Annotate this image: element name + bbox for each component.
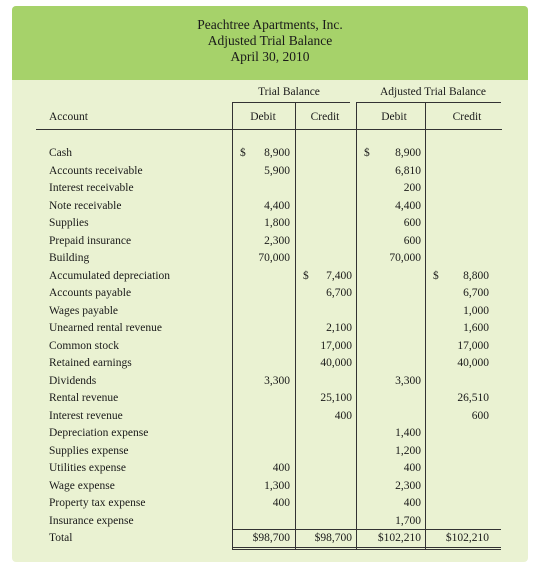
cell-atb-debit [356, 390, 421, 407]
amount: 6,810 [395, 165, 421, 177]
cell-tb-debit [232, 390, 290, 407]
cell-atb-debit [356, 215, 421, 232]
report-header [12, 6, 528, 80]
column-header-account: Account [49, 111, 88, 123]
cell-tb-debit [232, 198, 290, 215]
dollar-sign: $ [240, 147, 246, 159]
amount: 600 [471, 410, 489, 422]
cell-atb-credit [425, 145, 489, 162]
account-name: Cash [49, 147, 72, 159]
amount: 400 [403, 497, 421, 509]
column-header-atb-credit: Credit [452, 111, 482, 123]
cell-atb-debit [356, 268, 421, 285]
cell-tb-credit [295, 180, 352, 197]
cell-atb-debit [356, 320, 421, 337]
amount: 1,600 [463, 322, 489, 334]
cell-atb-debit [356, 460, 421, 477]
cell-atb-debit [356, 303, 421, 320]
amount: 400 [272, 497, 290, 509]
amount: 2,300 [395, 480, 421, 492]
column-header-atb-debit: Debit [381, 111, 407, 123]
cell-atb-credit [425, 233, 489, 250]
column-header-tb-credit: Credit [310, 111, 340, 123]
cell-tb-debit [232, 303, 290, 320]
cell-tb-debit [232, 180, 290, 197]
cell-tb-credit [295, 460, 352, 477]
account-name: Supplies [49, 217, 89, 229]
cell-tb-debit [232, 233, 290, 250]
cell-tb-debit [232, 495, 290, 512]
cell-tb-credit [295, 513, 352, 530]
cell-tb-credit [295, 215, 352, 232]
amount: 1,700 [395, 515, 421, 527]
cell-atb-credit [425, 163, 489, 180]
cell-tb-debit [232, 338, 290, 355]
amount: 2,100 [326, 322, 352, 334]
cell-atb-debit [356, 285, 421, 302]
cell-tb-debit [232, 268, 290, 285]
cell-tb-credit [295, 163, 352, 180]
dollar-sign: $ [364, 147, 370, 159]
amount: 600 [403, 235, 421, 247]
report-date: April 30, 2010 [230, 49, 310, 64]
cell-atb-credit [425, 198, 489, 215]
amount: 400 [272, 462, 290, 474]
total-tb-credit: $98,700 [314, 532, 352, 544]
total-atb-credit: $102,210 [445, 532, 489, 544]
cell-atb-debit [356, 233, 421, 250]
account-name: Rental revenue [49, 392, 119, 404]
total-label: Total [49, 532, 73, 544]
account-name: Prepaid insurance [49, 235, 132, 247]
amount: 40,000 [320, 357, 352, 369]
cell-tb-debit [232, 320, 290, 337]
cell-tb-debit [232, 460, 290, 477]
cell-tb-debit [232, 163, 290, 180]
cell-tb-debit [232, 443, 290, 460]
cell-tb-credit [295, 338, 352, 355]
cell-tb-debit [232, 285, 290, 302]
cell-tb-credit [295, 390, 352, 407]
cell-tb-credit [295, 233, 352, 250]
cell-atb-credit [425, 425, 489, 442]
cell-atb-debit [356, 198, 421, 215]
cell-atb-debit [356, 478, 421, 495]
dollar-sign: $ [303, 270, 309, 282]
amount: 600 [403, 217, 421, 229]
cell-atb-debit [356, 145, 421, 162]
cell-atb-debit [356, 495, 421, 512]
cell-atb-credit [425, 355, 489, 372]
account-name: Interest revenue [49, 410, 123, 422]
cell-atb-credit [425, 460, 489, 477]
cell-atb-credit [425, 250, 489, 267]
cell-tb-debit [232, 425, 290, 442]
cell-atb-credit [425, 513, 489, 530]
cell-tb-credit [295, 145, 352, 162]
account-name: Accounts receivable [49, 165, 143, 177]
cell-tb-debit [232, 408, 290, 425]
account-name: Wage expense [49, 480, 115, 492]
account-name: Interest receivable [49, 182, 134, 194]
amount: 26,510 [457, 392, 489, 404]
cell-tb-debit [232, 215, 290, 232]
cell-tb-credit [295, 478, 352, 495]
cell-tb-credit [295, 198, 352, 215]
group-header-adjusted-trial-balance: Adjusted Trial Balance [379, 86, 487, 98]
cell-atb-credit [425, 373, 489, 390]
amount: 400 [334, 410, 352, 422]
cell-tb-credit [295, 373, 352, 390]
cell-tb-debit [232, 250, 290, 267]
trial-balance-card [12, 6, 528, 562]
cell-atb-credit [425, 443, 489, 460]
account-name: Unearned rental revenue [49, 322, 163, 334]
total-double-rule-1 [232, 547, 501, 548]
column-header-tb-debit: Debit [250, 111, 276, 123]
account-name: Insurance expense [49, 515, 134, 527]
amount: 8,800 [463, 270, 489, 282]
cell-atb-credit [425, 215, 489, 232]
amount: 6,700 [326, 287, 352, 299]
cell-tb-credit [295, 408, 352, 425]
cell-tb-debit [232, 478, 290, 495]
cell-atb-debit [356, 408, 421, 425]
cell-atb-credit [425, 285, 489, 302]
cell-tb-credit [295, 425, 352, 442]
account-name: Accumulated depreciation [49, 270, 171, 282]
cell-tb-credit [295, 303, 352, 320]
cell-atb-credit [425, 320, 489, 337]
cell-tb-credit [295, 355, 352, 372]
amount: 17,000 [320, 340, 352, 352]
cell-tb-credit [295, 268, 352, 285]
amount: 8,900 [264, 147, 290, 159]
header-rule [36, 129, 502, 130]
group-underline-trial-balance [232, 102, 350, 103]
total-double-rule-2 [232, 549, 501, 550]
account-name: Dividends [49, 375, 97, 387]
cell-atb-debit [356, 163, 421, 180]
account-name: Common stock [49, 340, 119, 352]
account-name: Supplies expense [49, 445, 129, 457]
amount: 1,300 [264, 480, 290, 492]
account-name: Depreciation expense [49, 427, 149, 439]
cell-atb-credit [425, 390, 489, 407]
amount: 6,700 [463, 287, 489, 299]
account-name: Building [49, 252, 90, 264]
report-title: Adjusted Trial Balance [207, 33, 333, 48]
cell-atb-credit [425, 303, 489, 320]
cell-atb-debit [356, 513, 421, 530]
amount: 4,400 [395, 200, 421, 212]
amount: 8,900 [395, 147, 421, 159]
cell-tb-credit [295, 250, 352, 267]
cell-tb-debit [232, 145, 290, 162]
cell-atb-credit [425, 338, 489, 355]
cell-tb-credit [295, 320, 352, 337]
cell-tb-debit [232, 513, 290, 530]
cell-atb-debit [356, 338, 421, 355]
cell-atb-credit [425, 268, 489, 285]
cell-atb-debit [356, 180, 421, 197]
amount: 70,000 [258, 252, 290, 264]
total-tb-debit: $98,700 [252, 532, 290, 544]
group-underline-adjusted [356, 102, 501, 103]
amount: 1,400 [395, 427, 421, 439]
amount: 70,000 [389, 252, 421, 264]
cell-tb-credit [295, 443, 352, 460]
amount: 3,300 [395, 375, 421, 387]
amount: 3,300 [264, 375, 290, 387]
amount: 2,300 [264, 235, 290, 247]
amount: 4,400 [264, 200, 290, 212]
account-name: Utilities expense [49, 462, 126, 474]
account-name: Wages payable [49, 305, 118, 317]
amount: 1,000 [463, 305, 489, 317]
group-header-trial-balance: Trial Balance [258, 86, 320, 98]
account-name: Property tax expense [49, 497, 146, 509]
cell-atb-credit [425, 495, 489, 512]
cell-tb-debit [232, 373, 290, 390]
amount: 17,000 [457, 340, 489, 352]
amount: 200 [403, 182, 421, 194]
amount: 25,100 [320, 392, 352, 404]
cell-atb-debit [356, 425, 421, 442]
cell-atb-debit [356, 443, 421, 460]
cell-tb-debit [232, 355, 290, 372]
cell-tb-credit [295, 495, 352, 512]
cell-atb-debit [356, 250, 421, 267]
cell-atb-debit [356, 373, 421, 390]
cell-atb-credit [425, 180, 489, 197]
amount: 400 [403, 462, 421, 474]
account-name: Note receivable [49, 200, 122, 212]
amount: 1,800 [264, 217, 290, 229]
company-name: Peachtree Apartments, Inc. [197, 17, 343, 32]
cell-atb-credit [425, 478, 489, 495]
total-atb-debit: $102,210 [377, 532, 421, 544]
cell-atb-debit [356, 355, 421, 372]
amount: 7,400 [326, 270, 352, 282]
cell-atb-credit [425, 408, 489, 425]
account-name: Accounts payable [49, 287, 132, 299]
amount: 40,000 [457, 357, 489, 369]
account-name: Retained earnings [49, 357, 132, 369]
amount: 1,200 [395, 445, 421, 457]
dollar-sign: $ [433, 270, 439, 282]
cell-tb-credit [295, 285, 352, 302]
amount: 5,900 [264, 165, 290, 177]
